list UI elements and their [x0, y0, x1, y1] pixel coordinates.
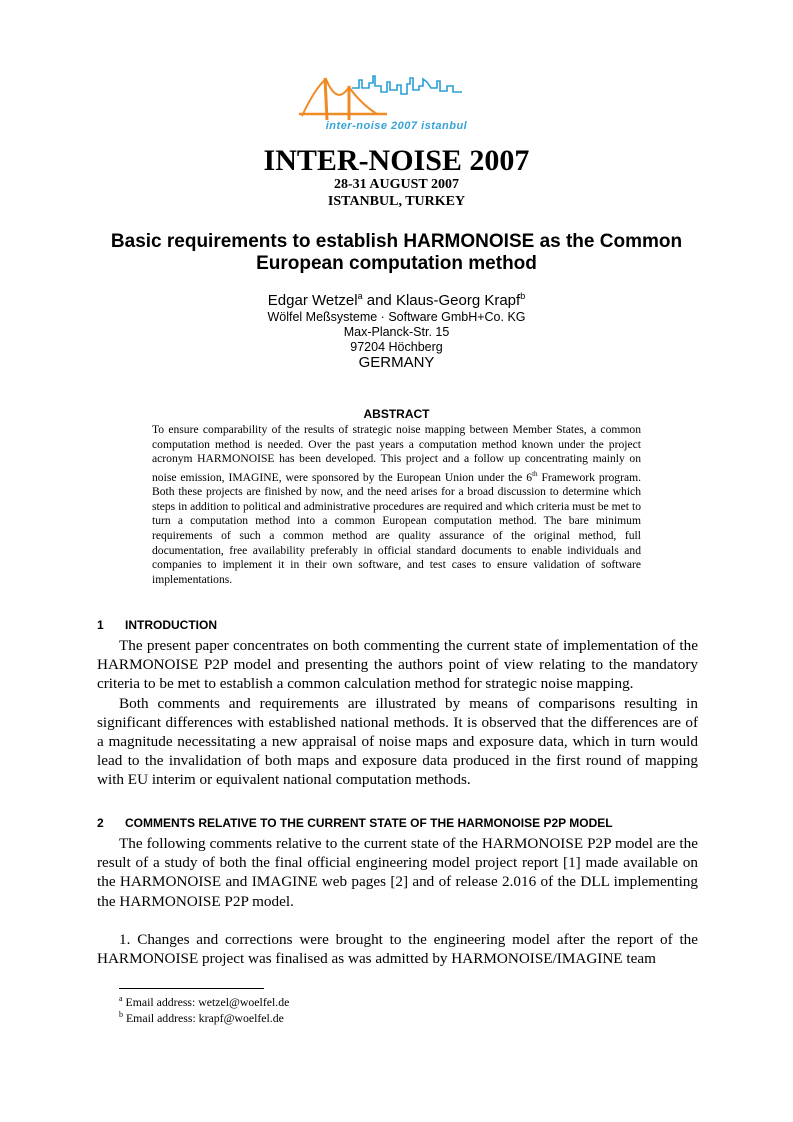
- abstract-text-part1: To ensure comparability of the results of strategic noise mapping between Member States, a common computation method is needed. Over the past years a computation method known under the project acronym HARMONOISE has been developed. This project and a follow up concentrating mainly on noise emission, IMAGINE, were sponsored by the European Union under the 6: [152, 423, 641, 484]
- paper-title: [0, 231, 793, 275]
- affiliation-city: 97204 Höchberg: [350, 340, 443, 354]
- author-1-mark: a: [357, 291, 363, 301]
- section-1-body: [97, 636, 698, 790]
- conference-date: 28-31 AUGUST 2007: [334, 177, 459, 192]
- section-1-heading: [97, 618, 217, 632]
- footnote-a: [119, 994, 289, 1010]
- section-2-body: [97, 834, 698, 968]
- author-conjunction: and: [362, 292, 396, 309]
- section-1-paragraph-2: Both comments and requirements are illustrated by means of comparisons resulting in significant differences with established national methods. It is observed that the differences are of a magnitude necessitating a new appraisal of noise maps and exposure data, which in turn would lead to the invalidation of both maps and exposure data produced in the first round of mapping with EU interim or equivalent national computation methods.: [97, 694, 698, 789]
- paper-title-line2: European computation method: [256, 253, 537, 274]
- section-1-number: 1: [97, 618, 104, 632]
- abstract-text-part2: Framework program. Both these projects are finished by now, and the need arises for a broad discussion to determine which steps in addition to political and administrative procedures are required and which criteria must be met to turn a computation method into a common European computation method. The bare minimum requirements of such a common method are quality assurance of the original method, full documentation, free availability preferably in official standard documents to enable individuals and companies to implement it in their own software, and test cases to ensure validation of software implementations.: [152, 470, 642, 586]
- affiliation-organization: Wölfel Meßsysteme · Software GmbH+Co. KG: [267, 310, 526, 324]
- affiliation-country: GERMANY: [358, 354, 435, 371]
- conference-title: INTER-NOISE 2007: [263, 144, 530, 177]
- author-1: Edgar Wetzel: [267, 292, 358, 309]
- abstract-heading: ABSTRACT: [363, 407, 430, 421]
- section-1-paragraph-1: The present paper concentrates on both commenting the current state of implementation of the HARMONOISE P2P model and presenting the authors point of view relating to the mandatory criteria to be met to establish a common calculation method for strategic noise mapping.: [97, 637, 698, 693]
- footnote-divider: [119, 988, 264, 989]
- abstract-ordinal-sup: th: [532, 469, 538, 478]
- footnote-a-text: Email address: wetzel@woelfel.de: [122, 994, 290, 1009]
- author-2: Klaus-Georg Krapf: [395, 292, 521, 309]
- footnote-a-mark: a: [119, 994, 123, 1003]
- paper-title-line1: Basic requirements to establish HARMONOISE as the Common: [110, 231, 683, 252]
- section-2-heading: [97, 816, 613, 830]
- footnote-b-text: Email address: krapf@woelfel.de: [123, 1010, 284, 1025]
- abstract-text: [152, 423, 641, 587]
- section-2-title: COMMENTS RELATIVE TO THE CURRENT STATE OF THE HARMONOISE P2P MODEL: [125, 816, 613, 830]
- conference-location: ISTANBUL, TURKEY: [327, 194, 466, 209]
- section-2-list-item-1: 1. Changes and corrections were brought to the engineering model after the report of the HARMONOISE project was finalised as was admitted by HARMONOISE/IMAGINE team: [97, 930, 698, 968]
- section-1-title: INTRODUCTION: [125, 618, 217, 632]
- section-2-number: 2: [97, 816, 104, 830]
- bridge-skyline-logo-icon: [297, 70, 497, 126]
- affiliation-street: Max-Planck-Str. 15: [343, 325, 450, 339]
- section-2-paragraph-1: The following comments relative to the current state of the HARMONOISE P2P model are the result of a study of both the final official engineering model project report [1] made available on the HARMONOISE and IMAGINE web pages [2] and of release 2.016 of the DLL implementing the HARMONOISE P2P model.: [97, 835, 698, 910]
- authors: [0, 291, 793, 309]
- footnote-b: [119, 1010, 284, 1026]
- logo-caption: inter-noise 2007 istanbul: [325, 120, 468, 132]
- author-2-mark: b: [520, 291, 526, 301]
- footnote-b-mark: b: [119, 1010, 123, 1019]
